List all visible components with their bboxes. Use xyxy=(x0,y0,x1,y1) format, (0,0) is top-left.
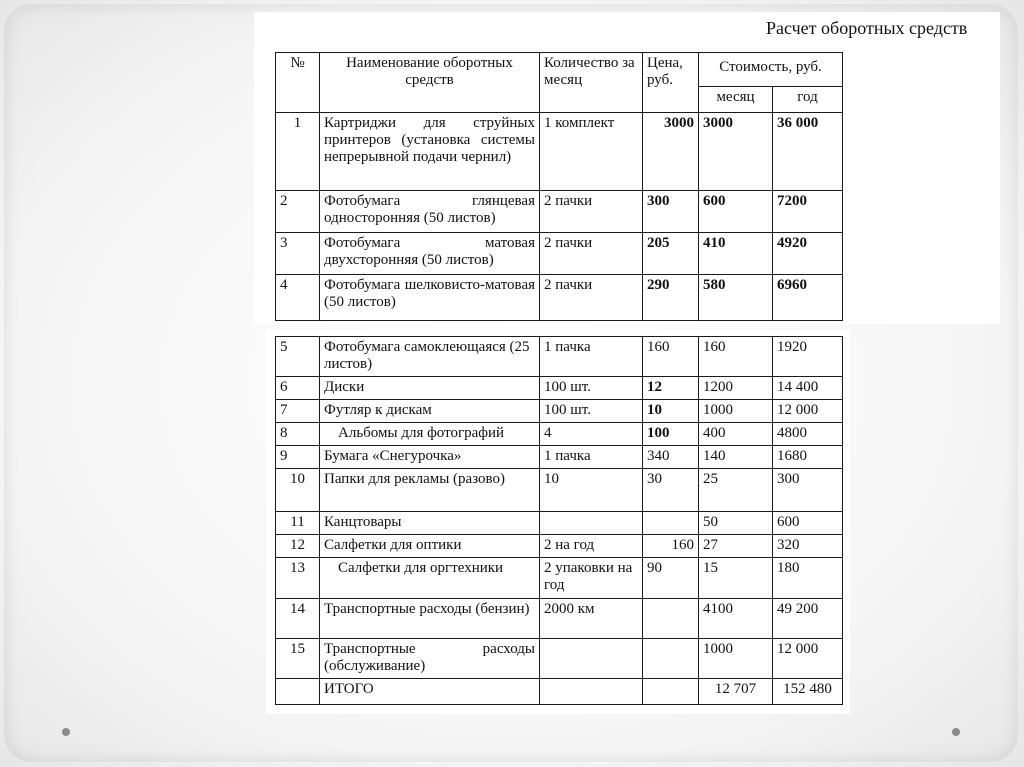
header-cost: Стоимость, руб. xyxy=(699,53,843,87)
row-qty: 10 xyxy=(540,469,643,512)
table-row xyxy=(276,535,843,558)
row-name: Фотобумага самоклеющаяся (25 листов) xyxy=(320,337,540,377)
header-name: Наименование оборотных средств xyxy=(320,53,540,113)
row-month: 160 xyxy=(699,337,773,377)
table-row xyxy=(276,423,843,446)
header-num: № xyxy=(276,53,320,113)
table-row xyxy=(276,191,843,233)
row-name: Фотобумага матовая двухсторонняя (50 листов) xyxy=(320,233,540,275)
row-num: 12 xyxy=(276,535,320,558)
row-price: 90 xyxy=(643,558,699,599)
row-price: 30 xyxy=(643,469,699,512)
total-num-cell xyxy=(276,679,320,705)
row-num: 13 xyxy=(276,558,320,599)
table-row xyxy=(276,639,843,679)
row-year: 7200 xyxy=(773,191,843,233)
table-row xyxy=(276,400,843,423)
row-month: 4100 xyxy=(699,599,773,639)
row-qty: 1 пачка xyxy=(540,446,643,469)
row-qty: 1 пачка xyxy=(540,337,643,377)
total-price-cell xyxy=(643,679,699,705)
table-row xyxy=(276,233,843,275)
row-qty: 2 пачки xyxy=(540,191,643,233)
row-qty: 2 пачки xyxy=(540,275,643,321)
row-month: 50 xyxy=(699,512,773,535)
row-num: 7 xyxy=(276,400,320,423)
document-title: Расчет оборотных средств xyxy=(766,18,968,38)
row-year: 600 xyxy=(773,512,843,535)
row-year: 12 000 xyxy=(773,400,843,423)
row-num: 4 xyxy=(276,275,320,321)
row-year: 49 200 xyxy=(773,599,843,639)
row-num: 6 xyxy=(276,377,320,400)
row-price xyxy=(643,599,699,639)
table-row xyxy=(276,469,843,512)
row-month: 15 xyxy=(699,558,773,599)
row-year: 12 000 xyxy=(773,639,843,679)
row-price: 340 xyxy=(643,446,699,469)
row-name: Альбомы для фотографий xyxy=(320,423,540,446)
row-price: 12 xyxy=(643,377,699,400)
row-qty: 1 комплект xyxy=(540,113,643,191)
row-price: 205 xyxy=(643,233,699,275)
row-month: 27 xyxy=(699,535,773,558)
row-qty: 2 на год xyxy=(540,535,643,558)
total-year: 152 480 xyxy=(773,679,843,705)
row-name: Канцтовары xyxy=(320,512,540,535)
row-price xyxy=(643,639,699,679)
row-qty: 2 упаковки на год xyxy=(540,558,643,599)
row-month: 3000 xyxy=(699,113,773,191)
row-num: 3 xyxy=(276,233,320,275)
row-year: 1680 xyxy=(773,446,843,469)
row-name: Транспортные расходы (обслуживание) xyxy=(320,639,540,679)
row-month: 140 xyxy=(699,446,773,469)
row-name: Салфетки для оргтехники xyxy=(320,558,540,599)
row-qty xyxy=(540,639,643,679)
row-month: 1000 xyxy=(699,639,773,679)
row-year: 180 xyxy=(773,558,843,599)
row-month: 580 xyxy=(699,275,773,321)
row-num: 15 xyxy=(276,639,320,679)
table-row xyxy=(276,337,843,377)
row-price xyxy=(643,512,699,535)
row-price: 300 xyxy=(643,191,699,233)
working-capital-table-top xyxy=(275,52,843,321)
row-price: 10 xyxy=(643,400,699,423)
header-price: Цена, руб. xyxy=(643,53,699,113)
table-row xyxy=(276,446,843,469)
row-name: Диски xyxy=(320,377,540,400)
row-name: Фотобумага глянцевая односторонняя (50 листов) xyxy=(320,191,540,233)
row-year: 4920 xyxy=(773,233,843,275)
table-row xyxy=(276,113,843,191)
row-year: 14 400 xyxy=(773,377,843,400)
header-qty: Количество за месяц xyxy=(540,53,643,113)
row-price: 160 xyxy=(643,535,699,558)
header-year: год xyxy=(773,87,843,113)
total-row xyxy=(276,679,843,705)
row-price: 160 xyxy=(643,337,699,377)
row-month: 25 xyxy=(699,469,773,512)
row-qty: 100 шт. xyxy=(540,377,643,400)
row-name: Бумага «Снегурочка» xyxy=(320,446,540,469)
row-name: Фотобумага шелковисто-матовая (50 листов) xyxy=(320,275,540,321)
table-row xyxy=(276,377,843,400)
table-header-row xyxy=(276,53,843,87)
row-month: 410 xyxy=(699,233,773,275)
row-num: 2 xyxy=(276,191,320,233)
row-name: Транспортные расходы (бензин) xyxy=(320,599,540,639)
row-num: 1 xyxy=(276,113,320,191)
row-num: 9 xyxy=(276,446,320,469)
row-num: 5 xyxy=(276,337,320,377)
slide-dot-left xyxy=(62,728,70,736)
row-month: 400 xyxy=(699,423,773,446)
table-row xyxy=(276,512,843,535)
table-row xyxy=(276,275,843,321)
row-qty: 4 xyxy=(540,423,643,446)
row-name: Салфетки для оптики xyxy=(320,535,540,558)
row-year: 6960 xyxy=(773,275,843,321)
row-name: Картриджи для струйных принтеров (установка системы непрерывной подачи чернил) xyxy=(320,113,540,191)
row-num: 8 xyxy=(276,423,320,446)
row-qty: 2000 км xyxy=(540,599,643,639)
row-year: 1920 xyxy=(773,337,843,377)
row-num: 10 xyxy=(276,469,320,512)
row-num: 11 xyxy=(276,512,320,535)
header-month: месяц xyxy=(699,87,773,113)
row-qty: 2 пачки xyxy=(540,233,643,275)
total-month: 12 707 xyxy=(699,679,773,705)
row-year: 320 xyxy=(773,535,843,558)
total-qty-cell xyxy=(540,679,643,705)
row-month: 1200 xyxy=(699,377,773,400)
table-row xyxy=(276,599,843,639)
row-price: 3000 xyxy=(643,113,699,191)
row-month: 1000 xyxy=(699,400,773,423)
row-month: 600 xyxy=(699,191,773,233)
table-row xyxy=(276,558,843,599)
row-price: 290 xyxy=(643,275,699,321)
row-year: 4800 xyxy=(773,423,843,446)
row-price: 100 xyxy=(643,423,699,446)
row-year: 36 000 xyxy=(773,113,843,191)
slide-dot-right xyxy=(952,728,960,736)
row-num: 14 xyxy=(276,599,320,639)
row-year: 300 xyxy=(773,469,843,512)
total-label: ИТОГО xyxy=(320,679,540,705)
working-capital-table-bottom xyxy=(275,336,843,705)
row-name: Футляр к дискам xyxy=(320,400,540,423)
row-qty xyxy=(540,512,643,535)
row-name: Папки для рекламы (разово) xyxy=(320,469,540,512)
row-qty: 100 шт. xyxy=(540,400,643,423)
